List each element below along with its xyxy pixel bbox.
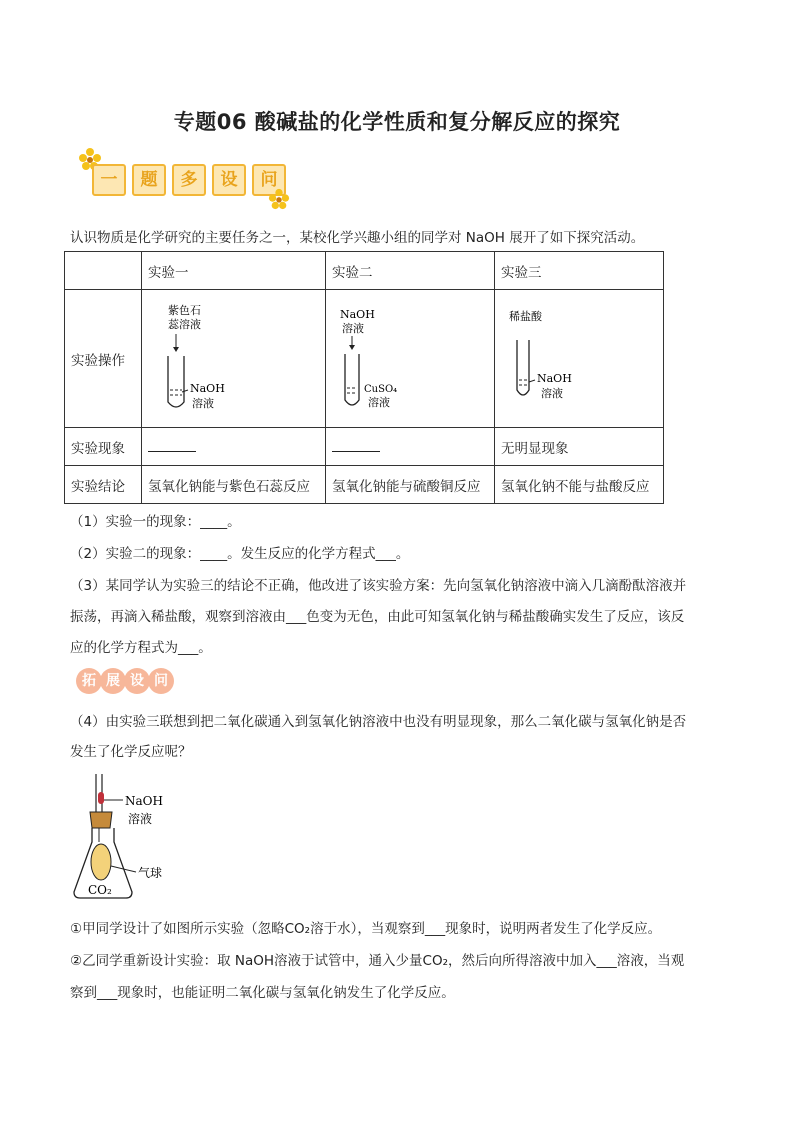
exp3-diagram-cell bbox=[495, 290, 664, 428]
row-label: 实验结论 bbox=[65, 466, 142, 504]
exp2-diagram-cell bbox=[326, 290, 495, 428]
answer-blank bbox=[332, 437, 380, 452]
intro-text: 认识物质是化学研究的主要任务之一，某校化学兴趣小组的同学对 NaOH 展开了如下探究活动。 bbox=[70, 230, 645, 246]
table-header-empty bbox=[65, 252, 142, 290]
diagram-label: NaOH bbox=[537, 371, 572, 385]
exp1-diagram-cell bbox=[142, 290, 326, 428]
banner-char: 多 bbox=[172, 164, 206, 196]
sub-question-2-line2: 察到___现象时，也能证明二氧化碳与氢氧化钠发生了化学反应。 bbox=[70, 985, 455, 1001]
question-3-line3: 应的化学方程式为___。 bbox=[70, 640, 212, 656]
conclusion-cell: 氢氧化钠能与硫酸铜反应 bbox=[326, 466, 495, 504]
question-2: （2）实验二的现象：____。发生反应的化学方程式___。 bbox=[70, 546, 410, 562]
sub-question-2-line1: ②乙同学重新设计实验：取 NaOH溶液于试管中，通入少量CO₂，然后向所得溶液中加入___溶液，当观 bbox=[70, 953, 685, 969]
diagram-label: NaOH bbox=[340, 307, 375, 321]
banner-char: 问 bbox=[148, 668, 174, 694]
test-tube-diagram bbox=[501, 294, 641, 424]
answer-blank bbox=[148, 437, 196, 452]
test-tube-diagram bbox=[148, 294, 298, 424]
conclusion-cell: 氢氧化钠能与紫色石蕊反应 bbox=[142, 466, 326, 504]
question-4-line1: （4）由实验三联想到把二氧化碳通入到氢氧化钠溶液中也没有明显现象，那么二氧化碳与氢氧化钠是否 bbox=[70, 714, 687, 730]
diagram-label: 溶液 bbox=[342, 321, 364, 335]
banner-char: 问 bbox=[252, 164, 286, 196]
question-3-line2: 振荡，再滴入稀盐酸，观察到溶液由___色变为无色，由此可知氢氧化钠与稀盐酸确实发生了反应，该反 bbox=[70, 609, 685, 625]
diagram-label: CuSO₄ bbox=[364, 383, 398, 395]
question-3-line1: （3）某同学认为实验三的结论不正确，他改进了该实验方案：先向氢氧化钠溶液中滴入几滴酚酞溶液并 bbox=[70, 578, 687, 594]
banner-char: 设 bbox=[212, 164, 246, 196]
diagram-label: 紫色石 bbox=[168, 303, 201, 317]
row-label: 实验操作 bbox=[65, 290, 142, 428]
flower-icon bbox=[268, 188, 290, 210]
conclusion-cell: 氢氧化钠不能与盐酸反应 bbox=[495, 466, 664, 504]
diagram-label: 稀盐酸 bbox=[509, 309, 542, 323]
diagram-label: 气球 bbox=[138, 866, 163, 880]
question-1: （1）实验一的现象：____。 bbox=[70, 514, 241, 530]
diagram-label: 蕊溶液 bbox=[168, 317, 201, 331]
phenomenon-cell: 无明显现象 bbox=[495, 428, 664, 466]
page-title: 专题06 酸碱盐的化学性质和复分解反应的探究 bbox=[173, 110, 621, 134]
table-header: 实验三 bbox=[495, 252, 664, 290]
banner-char: 拓 bbox=[76, 668, 102, 694]
flask-diagram bbox=[68, 770, 188, 905]
banner-char: 展 bbox=[100, 668, 126, 694]
section-banner-extension bbox=[76, 668, 172, 694]
sub-question-1: ①甲同学设计了如图所示实验（忽略CO₂溶于水），当观察到___现象时，说明两者发生了化学反应。 bbox=[70, 921, 662, 937]
diagram-label: NaOH bbox=[125, 794, 163, 808]
diagram-label: CO₂ bbox=[88, 883, 112, 897]
diagram-label: NaOH bbox=[190, 381, 225, 395]
question-4-line2: 发生了化学反应呢？ bbox=[70, 744, 192, 760]
banner-char: 一 bbox=[92, 164, 126, 196]
row-label: 实验现象 bbox=[65, 428, 142, 466]
banner-char: 题 bbox=[132, 164, 166, 196]
diagram-label: 溶液 bbox=[192, 396, 214, 410]
answer-blank-cell bbox=[142, 428, 326, 466]
test-tube-diagram bbox=[332, 294, 472, 424]
banner-char: 设 bbox=[124, 668, 150, 694]
diagram-label: 溶液 bbox=[128, 812, 153, 826]
answer-blank-cell bbox=[326, 428, 495, 466]
table-header: 实验二 bbox=[326, 252, 495, 290]
diagram-label: 溶液 bbox=[368, 395, 390, 409]
experiment-table bbox=[64, 251, 664, 504]
diagram-label: 溶液 bbox=[541, 386, 563, 400]
table-header: 实验一 bbox=[142, 252, 326, 290]
